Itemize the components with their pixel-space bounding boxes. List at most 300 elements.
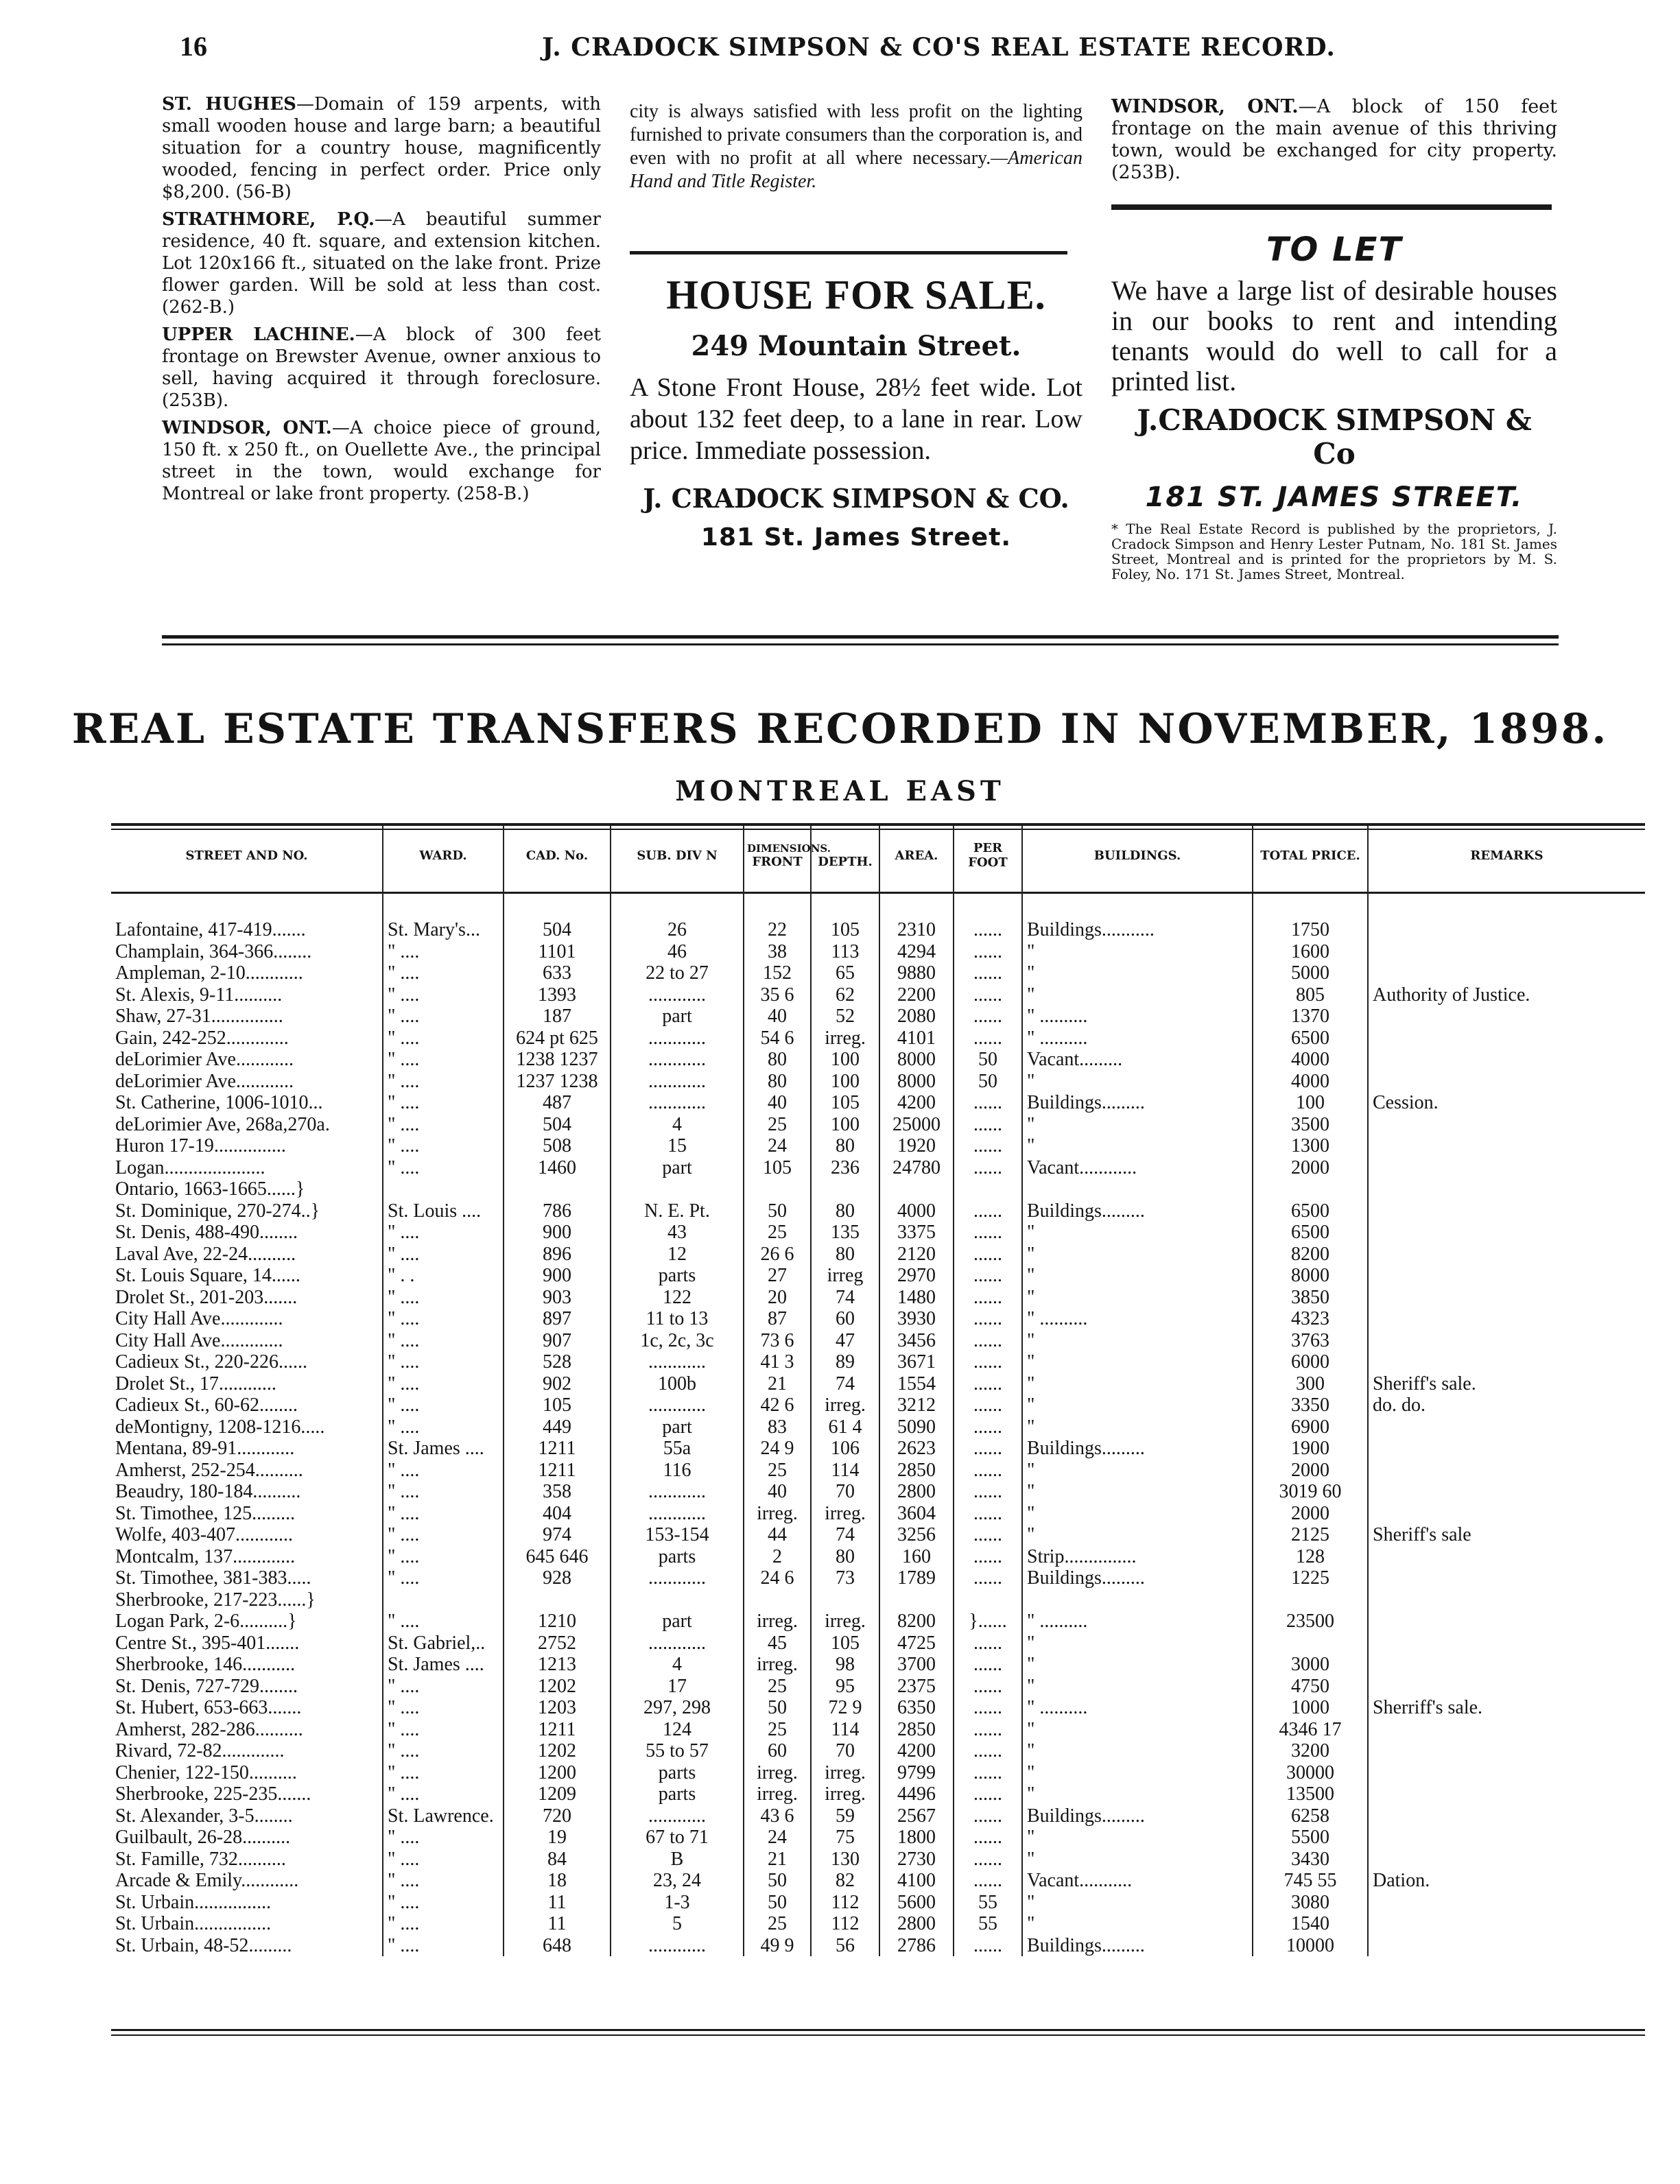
- cell-perfoot: ......: [954, 1244, 1022, 1266]
- cell-area: 4100: [879, 1870, 954, 1892]
- cell-price: 300: [1253, 1373, 1368, 1395]
- cell-depth: 105: [811, 1633, 879, 1654]
- cell-price: 2125: [1253, 1524, 1368, 1546]
- cell-price: 1900: [1253, 1438, 1368, 1460]
- cell-perfoot: 55: [954, 1913, 1022, 1935]
- cell-cad: 1211: [504, 1460, 611, 1482]
- cell-front: 40: [744, 1006, 811, 1028]
- cell-buildings: ": [1022, 1373, 1253, 1395]
- cell-ward: St. Gabriel,..: [383, 1633, 504, 1654]
- cell-depth: 65: [811, 962, 879, 984]
- cell-cad: 11: [504, 1892, 611, 1914]
- cell-depth: 80: [811, 1244, 879, 1266]
- cell-depth: 130: [811, 1849, 879, 1871]
- cell-depth: 47: [811, 1330, 879, 1352]
- cell-cad: 974: [504, 1524, 611, 1546]
- cell-front: 25: [744, 1222, 811, 1244]
- cell-area: 3456: [879, 1330, 954, 1352]
- ad-body: We have a large list of desirable houses in our books to rent and intending tenants would do well to call for a printed list.: [1111, 275, 1557, 396]
- ad-firm-address: 181 St. James Street.: [700, 523, 1012, 551]
- header-buildings: BUILDINGS.: [1022, 826, 1253, 885]
- cell-cad: 508: [504, 1135, 611, 1157]
- cell-subdiv: part: [611, 1416, 744, 1438]
- cell-ward: " ....: [383, 1287, 504, 1309]
- cell-buildings: ": [1022, 1071, 1253, 1093]
- cell-remarks: [1368, 1740, 1645, 1762]
- cell-subdiv: 46: [611, 941, 744, 963]
- table-row: [111, 1827, 1645, 1849]
- cell-price: 30000: [1253, 1762, 1368, 1784]
- table-row: [111, 1178, 1645, 1200]
- cell-remarks: [1368, 1676, 1645, 1698]
- cell-price: 3430: [1253, 1849, 1368, 1871]
- cell-depth: irreg.: [811, 1503, 879, 1525]
- cell-remarks: Dation.: [1368, 1870, 1645, 1892]
- cell-ward: " ....: [383, 1049, 504, 1071]
- cell-ward: St. Louis ....: [383, 1200, 504, 1222]
- ad-body: A Stone Front House, 28½ feet wide. Lot about 132 feet deep, to a lane in rear. Low price. Immediate possession.: [630, 373, 1082, 465]
- table-row: [111, 1783, 1645, 1805]
- cell-buildings: ": [1022, 1244, 1253, 1266]
- cell-cad: 896: [504, 1244, 611, 1266]
- cell-remarks: [1368, 1135, 1645, 1157]
- cell-cad: 1237 1238: [504, 1071, 611, 1093]
- cell-depth: 135: [811, 1222, 879, 1244]
- cell-front: 24 6: [744, 1567, 811, 1589]
- table-row: [111, 1740, 1645, 1762]
- cell-remarks: [1368, 1006, 1645, 1028]
- cell-depth: 62: [811, 984, 879, 1006]
- cell-area: 5090: [879, 1416, 954, 1438]
- cell-subdiv: ............: [611, 1394, 744, 1416]
- cell-street: Cadieux St., 60-62........: [115, 1394, 298, 1416]
- cell-front: [744, 1589, 811, 1611]
- cell-subdiv: 5: [611, 1913, 744, 1935]
- cell-price: 3763: [1253, 1330, 1368, 1352]
- cell-cad: 449: [504, 1416, 611, 1438]
- cell-front: 105: [744, 1157, 811, 1179]
- cell-street: City Hall Ave.............: [115, 1308, 283, 1330]
- table-row: [111, 1438, 1645, 1460]
- cell-buildings: " ..........: [1022, 1028, 1253, 1049]
- cell-price: 2000: [1253, 1503, 1368, 1525]
- cell-perfoot: ......: [954, 962, 1022, 984]
- cell-front: irreg.: [744, 1783, 811, 1805]
- cell-street: St. Denis, 727-729........: [115, 1675, 298, 1697]
- cell-buildings: Vacant...........: [1022, 1870, 1253, 1892]
- cell-perfoot: ......: [954, 1330, 1022, 1352]
- header-front: [744, 826, 831, 885]
- cell-front: 45: [744, 1633, 811, 1654]
- table-bottom-rule: [111, 2029, 1645, 2031]
- cell-depth: 74: [811, 1524, 879, 1546]
- column-divider: [630, 251, 1067, 254]
- cell-remarks: [1368, 1546, 1645, 1568]
- cell-buildings: ": [1022, 962, 1253, 984]
- cell-perfoot: ......: [954, 1783, 1022, 1805]
- cell-ward: St. Mary's...: [383, 885, 504, 941]
- cell-perfoot: ......: [954, 1287, 1022, 1309]
- cell-subdiv: 23, 24: [611, 1870, 744, 1892]
- running-header: [0, 30, 1680, 71]
- cell-perfoot: ......: [954, 1676, 1022, 1698]
- cell-ward: " ....: [383, 962, 504, 984]
- table-row: [111, 1200, 1645, 1222]
- cell-remarks: [1368, 1849, 1645, 1871]
- cell-depth: 72 9: [811, 1697, 879, 1719]
- page-number: 16: [180, 31, 207, 62]
- cell-street: St. Famille, 732..........: [115, 1848, 286, 1870]
- cell-price: 23500: [1253, 1611, 1368, 1633]
- table-body: [111, 885, 1645, 1956]
- table-row: [111, 1416, 1645, 1438]
- cell-ward: " ....: [383, 1394, 504, 1416]
- cell-front: 25: [744, 1676, 811, 1698]
- cell-perfoot: }......: [954, 1611, 1022, 1633]
- cell-area: 4000: [879, 1200, 954, 1222]
- cell-perfoot: ......: [954, 1373, 1022, 1395]
- cell-depth: irreg.: [811, 1394, 879, 1416]
- table-bottom-rule: [111, 2034, 1645, 2036]
- cell-ward: " ....: [383, 1351, 504, 1373]
- cell-street: Huron 17-19...............: [115, 1135, 286, 1157]
- cell-subdiv: [611, 1178, 744, 1200]
- cell-ward: " ....: [383, 1416, 504, 1438]
- table-row: [111, 1244, 1645, 1266]
- cell-perfoot: [954, 1589, 1022, 1611]
- cell-depth: 74: [811, 1287, 879, 1309]
- cell-street: Arcade & Emily............: [115, 1870, 299, 1892]
- cell-area: 1800: [879, 1827, 954, 1849]
- cell-depth: 74: [811, 1373, 879, 1395]
- cell-area: 4200: [879, 1092, 954, 1114]
- cell-area: 2623: [879, 1438, 954, 1460]
- table-row: [111, 1028, 1645, 1049]
- cell-front: 42 6: [744, 1394, 811, 1416]
- cell-cad: 19: [504, 1827, 611, 1849]
- cell-subdiv: 15: [611, 1135, 744, 1157]
- cell-street: St. Timothee, 381-383.....: [115, 1567, 311, 1589]
- table-row: [111, 1135, 1645, 1157]
- cell-depth: 70: [811, 1740, 879, 1762]
- cell-street: Amherst, 282-286..........: [115, 1718, 303, 1740]
- to-let-ad: [1111, 230, 1557, 513]
- cell-depth: 106: [811, 1438, 879, 1460]
- cell-price: 8200: [1253, 1244, 1368, 1266]
- cell-front: 35 6: [744, 984, 811, 1006]
- cell-subdiv: N. E. Pt.: [611, 1200, 744, 1222]
- ad-firm-address: 181 ST. JAMES STREET.: [1145, 482, 1524, 513]
- cell-perfoot: ......: [954, 1157, 1022, 1179]
- cell-buildings: " ..........: [1022, 1006, 1253, 1028]
- cell-depth: irreg.: [811, 1783, 879, 1805]
- cell-depth: 59: [811, 1805, 879, 1827]
- cell-subdiv: parts: [611, 1783, 744, 1805]
- cell-remarks: [1368, 1719, 1645, 1741]
- cell-perfoot: ......: [954, 1740, 1022, 1762]
- header-depth-label: DEPTH.: [818, 854, 873, 869]
- cell-price: 6000: [1253, 1351, 1368, 1373]
- header-depth: [811, 826, 879, 885]
- cell-cad: 720: [504, 1805, 611, 1827]
- cell-depth: 60: [811, 1308, 879, 1330]
- cell-perfoot: ......: [954, 1805, 1022, 1827]
- cell-perfoot: ......: [954, 1697, 1022, 1719]
- cell-street: St. Timothee, 125.........: [115, 1502, 296, 1524]
- cell-perfoot: ......: [954, 1481, 1022, 1503]
- cell-price: [1253, 1633, 1368, 1654]
- table-row: [111, 1503, 1645, 1525]
- cell-street: Lafontaine, 417-419.......: [115, 919, 306, 941]
- listing-windsor-block: [1111, 96, 1557, 184]
- cell-remarks: [1368, 1438, 1645, 1460]
- table-row: [111, 962, 1645, 984]
- table-row: [111, 1935, 1645, 1957]
- cell-street: deMontigny, 1208-1216.....: [115, 1416, 325, 1438]
- cell-street: St. Hubert, 653-663.......: [115, 1697, 302, 1719]
- cell-ward: " ....: [383, 1135, 504, 1157]
- cell-area: 2120: [879, 1244, 954, 1266]
- table-row: [111, 1157, 1645, 1179]
- cell-price: 2000: [1253, 1460, 1368, 1482]
- listing-text: —A beautiful summer residence, 40 ft. square, and extension kitchen. Lot 120x166 ft., situated on the lake front. Prize flower garden. Will be sold at less than cost. (262-B.): [162, 209, 601, 318]
- cell-front: 40: [744, 1481, 811, 1503]
- cell-ward: " ....: [383, 1308, 504, 1330]
- listing-text: —Domain of 159 arpents, with small wooden house and large barn; a beautiful situation for a country house, magnificently wooded, fencing in perfect order. Price only $8,200. (56-B): [162, 94, 602, 202]
- ad-title: HOUSE FOR SALE.: [666, 272, 1046, 318]
- cell-remarks: [1368, 1589, 1645, 1611]
- cell-area: 2850: [879, 1460, 954, 1482]
- table-row: [111, 1394, 1645, 1416]
- cell-remarks: do. do.: [1368, 1394, 1645, 1416]
- cell-ward: " ....: [383, 1244, 504, 1266]
- cell-price: 13500: [1253, 1783, 1368, 1805]
- cell-depth: 80: [811, 1135, 879, 1157]
- listing-lead: WINDSOR, ONT.: [1111, 96, 1299, 117]
- cell-street: deLorimier Ave............: [115, 1049, 294, 1071]
- table-row: [111, 1265, 1645, 1287]
- cell-remarks: [1368, 1200, 1645, 1222]
- cell-street: Wolfe, 403-407............: [115, 1524, 294, 1546]
- cell-subdiv: 4: [611, 1654, 744, 1676]
- cell-street: Logan Park, 2-6..........}: [115, 1611, 297, 1633]
- cell-area: 2800: [879, 1481, 954, 1503]
- cell-ward: St. Lawrence.: [383, 1805, 504, 1827]
- cell-front: 40: [744, 1092, 811, 1114]
- cell-subdiv: ............: [611, 1805, 744, 1827]
- cell-ward: " ....: [383, 1114, 504, 1136]
- cell-cad: 897: [504, 1308, 611, 1330]
- cell-street: Guilbault, 26-28..........: [115, 1827, 291, 1849]
- listing-lead: ST. HUGHES: [162, 94, 296, 115]
- cell-depth: 80: [811, 1200, 879, 1222]
- cell-ward: " ....: [383, 1611, 504, 1633]
- cell-price: 3000: [1253, 1654, 1368, 1676]
- cell-front: 38: [744, 941, 811, 963]
- cell-price: 3500: [1253, 1114, 1368, 1136]
- cell-cad: 11: [504, 1913, 611, 1935]
- cell-front: 80: [744, 1049, 811, 1071]
- cell-price: 4000: [1253, 1049, 1368, 1071]
- cell-subdiv: ............: [611, 1503, 744, 1525]
- cell-perfoot: ......: [954, 1351, 1022, 1373]
- cell-front: 25: [744, 1114, 811, 1136]
- cell-buildings: Buildings.........: [1022, 1935, 1253, 1957]
- cell-area: 2200: [879, 984, 954, 1006]
- listing-text: —A choice piece of ground, 150 ft. x 250 ft., on Ouellette Ave., the principal street in the town, would exchange for Montreal or lake front property. (258-B.): [162, 418, 601, 504]
- cell-street: Centre St., 395-401.......: [115, 1632, 300, 1654]
- cell-perfoot: ......: [954, 1265, 1022, 1287]
- cell-buildings: Buildings.........: [1022, 1092, 1253, 1114]
- cell-cad: 928: [504, 1567, 611, 1589]
- listing-windsor: [162, 417, 601, 505]
- cell-price: 4346 17: [1253, 1719, 1368, 1741]
- cell-street: St. Louis Square, 14......: [115, 1265, 300, 1287]
- cell-perfoot: ......: [954, 1222, 1022, 1244]
- table-row: [111, 1589, 1645, 1611]
- cell-depth: 89: [811, 1351, 879, 1373]
- cell-cad: [504, 1589, 611, 1611]
- cell-front: 50: [744, 1892, 811, 1914]
- header-street: STREET AND NO.: [185, 848, 308, 863]
- cell-perfoot: 50: [954, 1049, 1022, 1071]
- cell-subdiv: ............: [611, 1567, 744, 1589]
- cell-area: 9799: [879, 1762, 954, 1784]
- cell-price: 8000: [1253, 1265, 1368, 1287]
- listing-lead: WINDSOR, ONT.: [162, 418, 332, 438]
- cell-perfoot: ......: [954, 1006, 1022, 1028]
- table-row: [111, 1611, 1645, 1633]
- cell-depth: 56: [811, 1935, 879, 1957]
- cell-front: 20: [744, 1287, 811, 1309]
- cell-remarks: [1368, 1633, 1645, 1654]
- table-row: [111, 1762, 1645, 1784]
- article-source: —American Hand and Title Register.: [630, 147, 1082, 192]
- cell-cad: 624 pt 625: [504, 1028, 611, 1049]
- cell-ward: " ....: [383, 1567, 504, 1589]
- header-dimensions: DIMENSIONS.: [747, 842, 831, 855]
- cell-perfoot: ......: [954, 1567, 1022, 1589]
- cell-street: deLorimier Ave............: [115, 1070, 294, 1092]
- cell-buildings: ": [1022, 1135, 1253, 1157]
- cell-buildings: ": [1022, 1633, 1253, 1654]
- cell-cad: 900: [504, 1265, 611, 1287]
- cell-street: St. Urbain, 48-52.........: [115, 1934, 292, 1956]
- cell-subdiv: ............: [611, 1028, 744, 1049]
- cell-cad: 404: [504, 1503, 611, 1525]
- cell-price: 6500: [1253, 1028, 1368, 1049]
- cell-buildings: ": [1022, 1762, 1253, 1784]
- cell-ward: " ....: [383, 1071, 504, 1093]
- cell-price: 6500: [1253, 1222, 1368, 1244]
- cell-depth: irreg: [811, 1265, 879, 1287]
- cell-price: 1300: [1253, 1135, 1368, 1157]
- cell-front: 87: [744, 1308, 811, 1330]
- cell-ward: " ....: [383, 1783, 504, 1805]
- cell-cad: 786: [504, 1200, 611, 1222]
- table-row: [111, 1892, 1645, 1914]
- cell-depth: 105: [811, 1092, 879, 1114]
- cell-cad: 18: [504, 1870, 611, 1892]
- cell-depth: 52: [811, 1006, 879, 1028]
- table-row: [111, 941, 1645, 963]
- cell-cad: 1200: [504, 1762, 611, 1784]
- cell-subdiv: 43: [611, 1222, 744, 1244]
- cell-subdiv: [611, 1589, 744, 1611]
- cell-cad: 645 646: [504, 1546, 611, 1568]
- house-for-sale-ad: [630, 272, 1082, 551]
- cell-price: 2000: [1253, 1157, 1368, 1179]
- cell-remarks: [1368, 1416, 1645, 1438]
- cell-cad: 1238 1237: [504, 1049, 611, 1071]
- header-title: J. CRADOCK SIMPSON & CO'S REAL ESTATE RECORD.: [542, 33, 1336, 62]
- cell-remarks: [1368, 1503, 1645, 1525]
- cell-cad: 1101: [504, 941, 611, 963]
- cell-price: 1750: [1253, 885, 1368, 941]
- cell-front: 41 3: [744, 1351, 811, 1373]
- cell-subdiv: ............: [611, 1351, 744, 1373]
- cell-remarks: [1368, 1049, 1645, 1071]
- cell-price: 3350: [1253, 1394, 1368, 1416]
- cell-price: [1253, 1589, 1368, 1611]
- cell-area: 1789: [879, 1567, 954, 1589]
- cell-perfoot: 55: [954, 1892, 1022, 1914]
- cell-area: 1554: [879, 1373, 954, 1395]
- cell-buildings: ": [1022, 1265, 1253, 1287]
- cell-area: 2970: [879, 1265, 954, 1287]
- cell-price: 745 55: [1253, 1870, 1368, 1892]
- cell-cad: 1211: [504, 1719, 611, 1741]
- cell-remarks: [1368, 1481, 1645, 1503]
- cell-ward: " . .: [383, 1265, 504, 1287]
- cell-price: 100: [1253, 1092, 1368, 1114]
- cell-ward: " ....: [383, 1740, 504, 1762]
- cell-area: 3700: [879, 1654, 954, 1676]
- cell-depth: 70: [811, 1481, 879, 1503]
- table-row: [111, 1114, 1645, 1136]
- cell-front: 60: [744, 1740, 811, 1762]
- cell-subdiv: 11 to 13: [611, 1308, 744, 1330]
- cell-subdiv: ............: [611, 1049, 744, 1071]
- cell-ward: " ....: [383, 1892, 504, 1914]
- cell-ward: " ....: [383, 1719, 504, 1741]
- cell-price: 4000: [1253, 1071, 1368, 1093]
- cell-subdiv: 124: [611, 1719, 744, 1741]
- cell-cad: 1210: [504, 1611, 611, 1633]
- cell-price: 1600: [1253, 941, 1368, 963]
- cell-perfoot: ......: [954, 1633, 1022, 1654]
- cell-cad: 1203: [504, 1697, 611, 1719]
- cell-cad: [504, 1178, 611, 1200]
- cell-area: 3604: [879, 1503, 954, 1525]
- cell-subdiv: part: [611, 1157, 744, 1179]
- cell-subdiv: ............: [611, 1935, 744, 1957]
- cell-depth: 100: [811, 1114, 879, 1136]
- table-row: [111, 1049, 1645, 1071]
- cell-buildings: ": [1022, 1481, 1253, 1503]
- cell-street: Sherbrooke, 225-235.......: [115, 1783, 311, 1805]
- cell-area: 3256: [879, 1524, 954, 1546]
- cell-area: 2730: [879, 1849, 954, 1871]
- cell-remarks: [1368, 1913, 1645, 1935]
- cell-buildings: Vacant.........: [1022, 1049, 1253, 1071]
- cell-ward: " ....: [383, 1157, 504, 1179]
- cell-buildings: ": [1022, 1849, 1253, 1871]
- cell-perfoot: ......: [954, 1092, 1022, 1114]
- cell-front: 80: [744, 1071, 811, 1093]
- table-row: [111, 1287, 1645, 1309]
- table-row: [111, 1567, 1645, 1589]
